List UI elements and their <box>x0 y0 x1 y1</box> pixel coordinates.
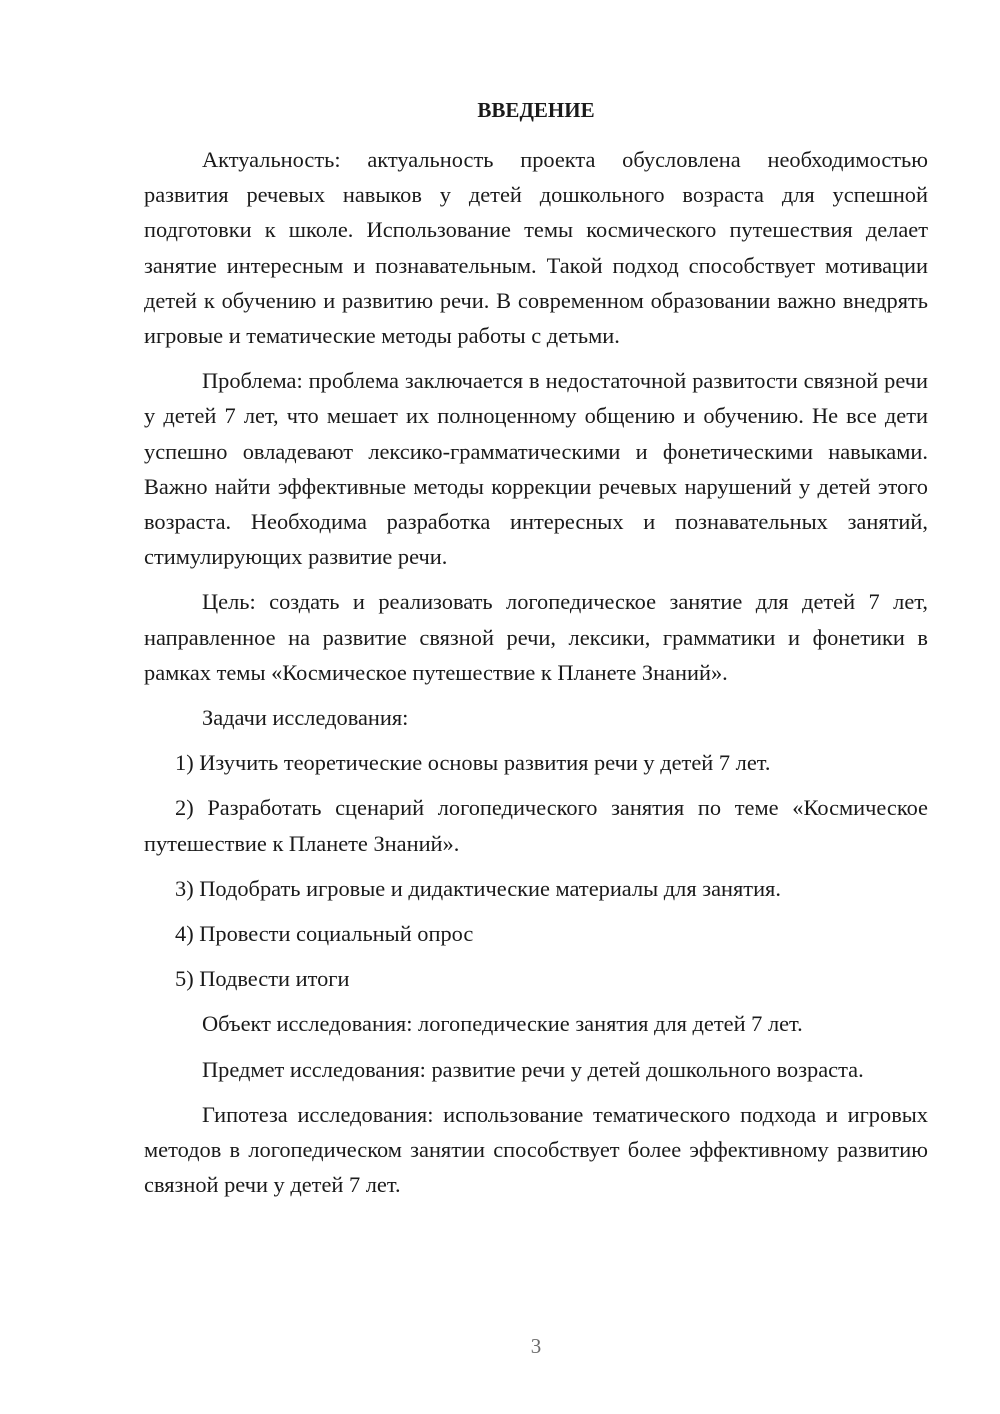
problem-paragraph: Проблема: проблема заключается в недостаточной развитости связной речи у детей 7 лет, что мешает их полноценному общению и обучению. Не все дети успешно овладевают лексико-грамматическими и фонетическими навыками. Важно найти эффективные методы коррекции речевых нарушений у детей этого возраста. Необходима разработка интересных и познавательных занятий, стимулирующих развитие речи. <box>144 368 928 570</box>
task-item-4: 4) Провести социальный опрос <box>175 921 474 947</box>
object-paragraph: Объект исследования: логопедические занятия для детей 7 лет. <box>202 1011 803 1037</box>
hypothesis-paragraph: Гипотеза исследования: использование тематического подхода и игровых методов в логопедическом занятии способствует более эффективному развитию связной речи у детей 7 лет. <box>144 1101 928 1198</box>
task-item-3: 3) Подобрать игровые и дидактические материалы для занятия. <box>175 875 781 901</box>
task-item-1: 1) Изучить теоретические основы развития речи у детей 7 лет. <box>175 750 771 776</box>
relevance-paragraph: Актуальность: актуальность проекта обусловлена необходимостью развития речевых навыков у детей дошкольного возраста для успешной подготовки к школе. Использование темы космического путешествия делает занятие интересным и познавательным. Такой подход способствует мотивации детей к обучению и развитию речи. В современном образовании важно внедрять игровые и тематические методы работы с детьми. <box>144 147 928 349</box>
tasks-heading: Задачи исследования: <box>202 705 409 731</box>
section-title: ВВЕДЕНИЕ <box>477 98 595 122</box>
task-item-2: 2) Разработать сценарий логопедического занятия по теме «Космическое путешествие к Планете Знаний». <box>144 795 928 856</box>
page-number: 3 <box>530 1334 542 1358</box>
goal-paragraph: Цель: создать и реализовать логопедическое занятие для детей 7 лет, направленное на развитие связной речи, лексики, грамматики и фонетики в рамках темы «Космическое путешествие к Планете Знаний». <box>144 589 928 685</box>
subject-paragraph: Предмет исследования: развитие речи у детей дошкольного возраста. <box>202 1056 864 1082</box>
document-page <box>144 92 928 1212</box>
task-item-5: 5) Подвести итоги <box>175 966 350 992</box>
